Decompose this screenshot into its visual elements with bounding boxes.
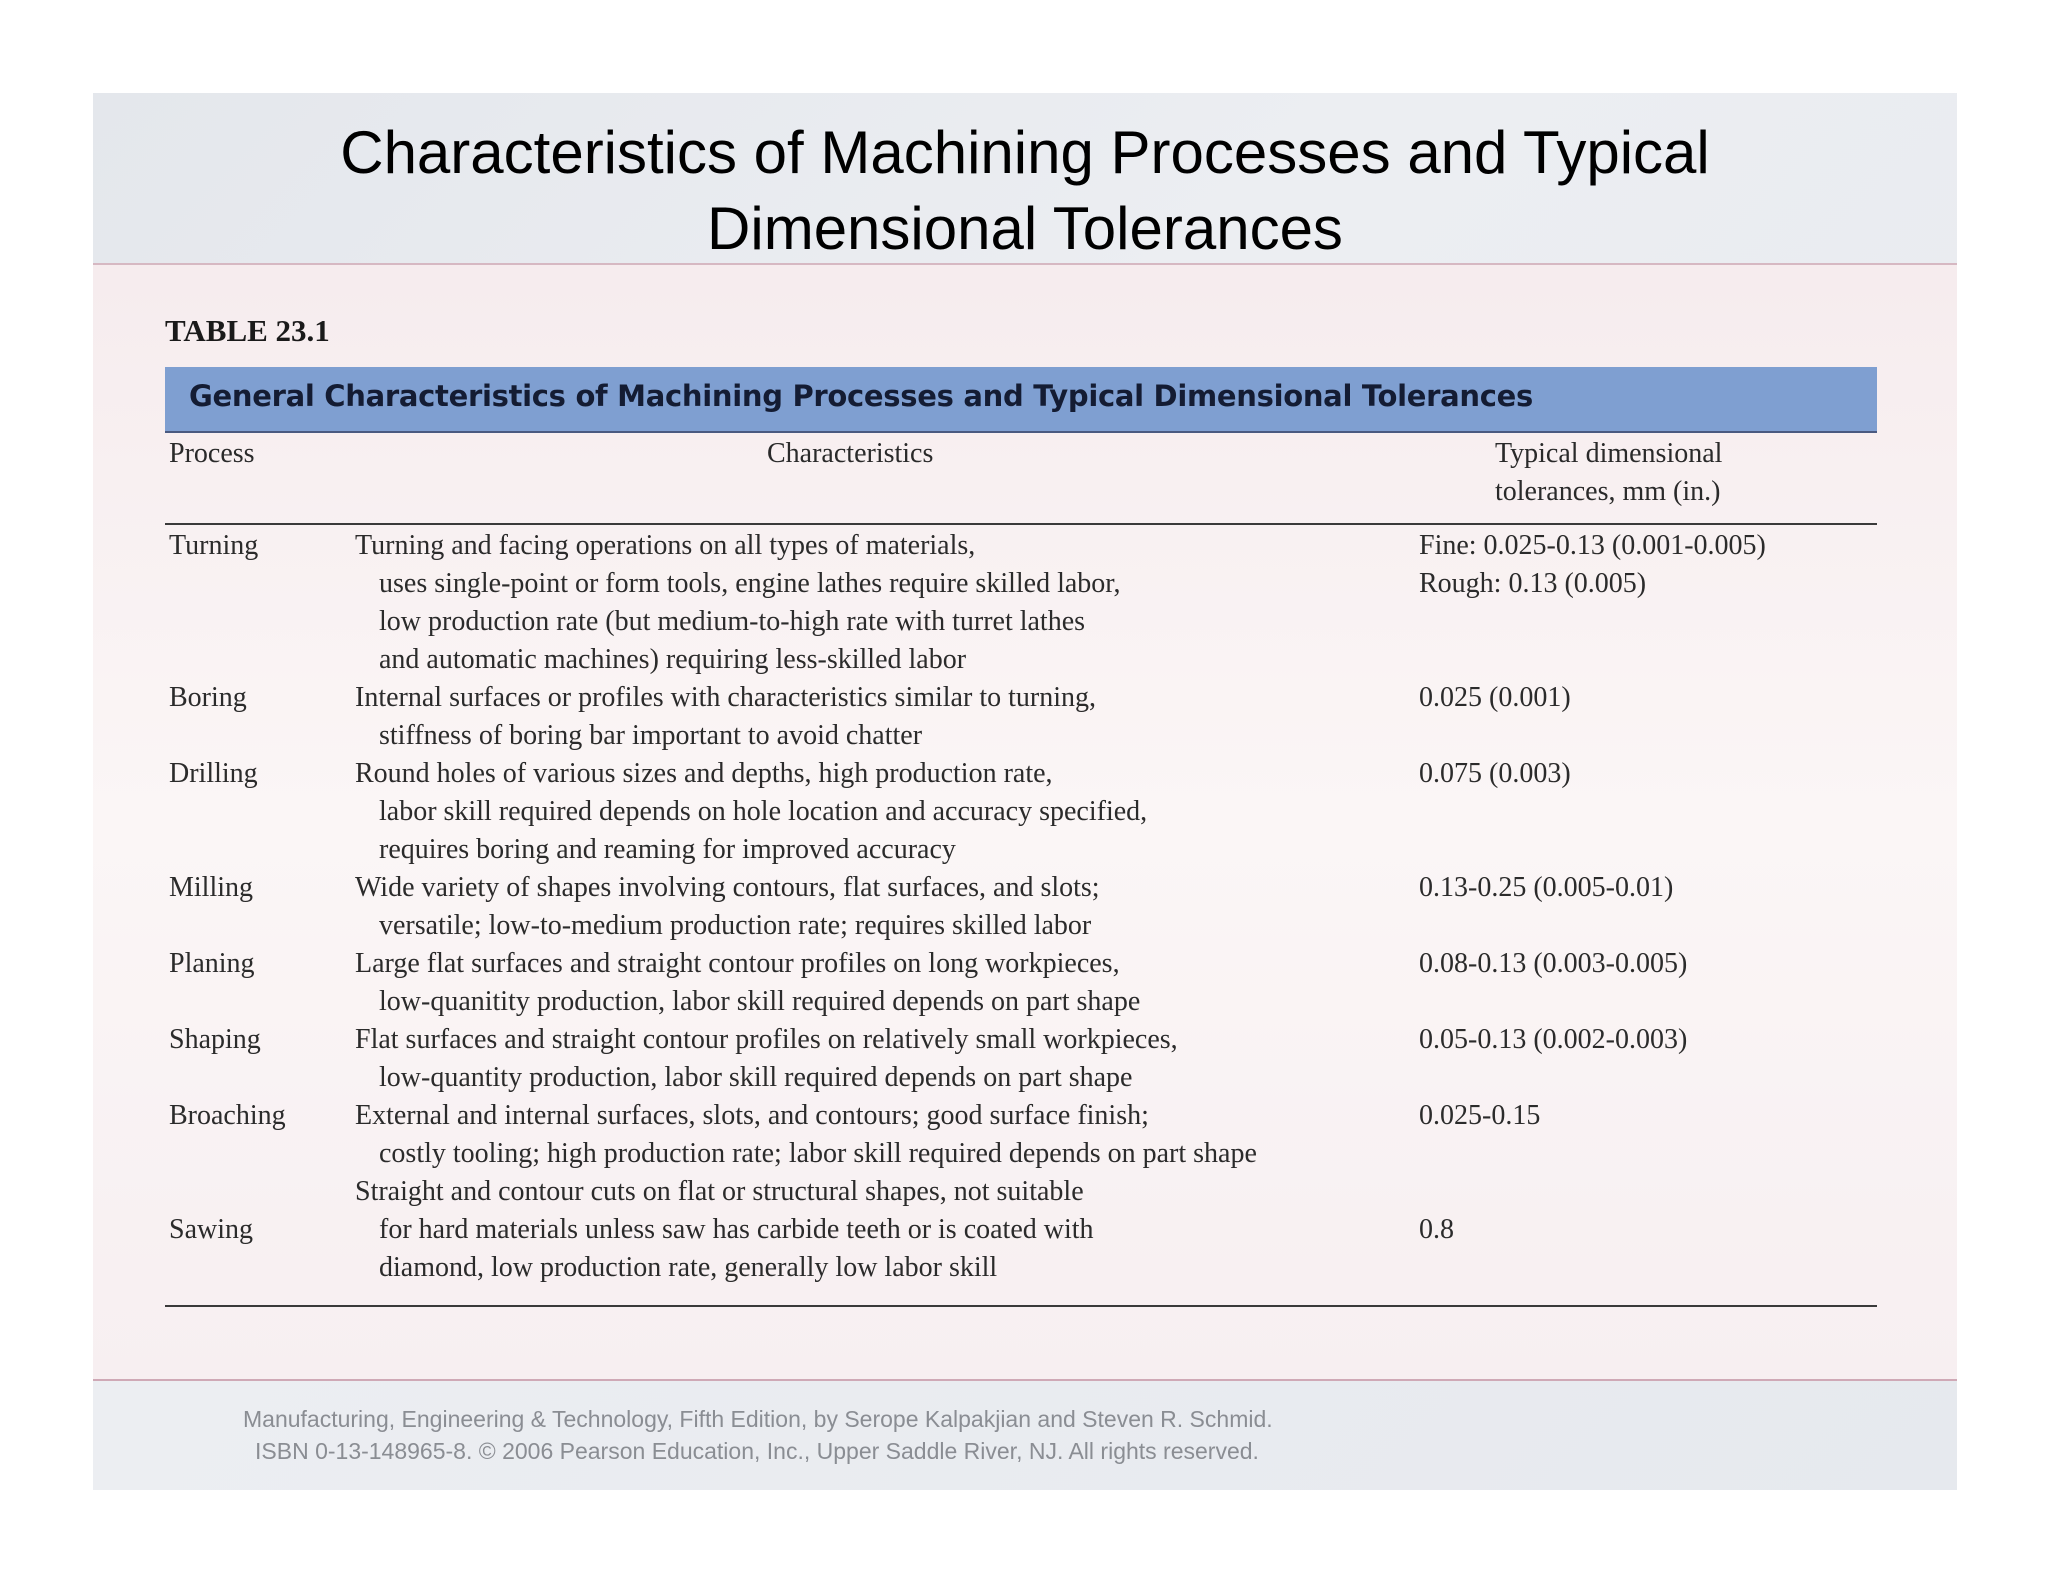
- source-line-1: Manufacturing, Engineering & Technology, Fifth Edition, by Serope Kalpakjian and Steven R. Schmid.: [243, 1406, 1273, 1432]
- characteristics-line: diamond, low production rate, generally low labor skill: [379, 1252, 998, 1283]
- row-process-shaping: Shaping: [169, 1024, 261, 1055]
- source-line-2: ISBN 0-13-148965-8. © 2006 Pearson Education, Inc., Upper Saddle River, NJ. All rights reserved.: [255, 1438, 1259, 1464]
- characteristics-line: labor skill required depends on hole location and accuracy specified,: [379, 796, 1148, 827]
- header-rule: [165, 523, 1877, 525]
- slide: [93, 93, 1957, 1490]
- table-banner-text: General Characteristics of Machining Processes and Typical Dimensional Tolerances: [189, 379, 1533, 413]
- slide-title: [93, 115, 1957, 267]
- table-label: TABLE 23.1: [165, 313, 330, 348]
- row-process-broaching: Broaching: [169, 1100, 286, 1131]
- row-process-planing: Planing: [169, 948, 255, 979]
- characteristics-line: low production rate (but medium-to-high rate with turret lathes: [379, 606, 1086, 637]
- characteristics-line: versatile; low-to-medium production rate; requires skilled labor: [379, 910, 1092, 941]
- tolerance-line: Rough: 0.13 (0.005): [1419, 568, 1647, 599]
- source-credit: [243, 1403, 1273, 1467]
- table-panel: [93, 263, 1957, 1381]
- row-tolerance-shaping: 0.05-0.13 (0.002-0.003): [1419, 1024, 1688, 1055]
- header-characteristics: Characteristics: [767, 438, 934, 469]
- characteristics-line: Large flat surfaces and straight contour profiles on long workpieces,: [355, 948, 1120, 979]
- header-process: Process: [169, 438, 255, 469]
- tolerance-line: Fine: 0.025-0.13 (0.001-0.005): [1419, 530, 1766, 561]
- characteristics-line: requires boring and reaming for improved accuracy: [379, 834, 956, 865]
- characteristics-line: Internal surfaces or profiles with characteristics similar to turning,: [355, 682, 1096, 713]
- row-process-boring: Boring: [169, 682, 247, 713]
- row-characteristics-drilling: [355, 755, 1147, 869]
- row-tolerance-planing: 0.08-0.13 (0.003-0.005): [1419, 948, 1688, 979]
- row-tolerance-sawing: 0.8: [1419, 1214, 1454, 1245]
- row-tolerance-broaching: 0.025-0.15: [1419, 1100, 1541, 1131]
- row-characteristics-planing: [355, 945, 1140, 1021]
- characteristics-line: costly tooling; high production rate; labor skill required depends on part shape: [379, 1138, 1257, 1169]
- characteristics-line: uses single-point or form tools, engine lathes require skilled labor,: [379, 568, 1121, 599]
- characteristics-line: External and internal surfaces, slots, and contours; good surface finish;: [355, 1100, 1149, 1131]
- header-tolerances: [1495, 435, 1722, 511]
- characteristics-line: Straight and contour cuts on flat or structural shapes, not suitable: [355, 1176, 1084, 1207]
- row-process-sawing: Sawing: [169, 1214, 253, 1245]
- row-characteristics-broaching: [355, 1097, 1257, 1173]
- characteristics-line: stiffness of boring bar important to avoid chatter: [379, 720, 923, 751]
- characteristics-line: Turning and facing operations on all types of materials,: [355, 530, 976, 561]
- characteristics-line: Flat surfaces and straight contour profiles on relatively small workpieces,: [355, 1024, 1178, 1055]
- characteristics-line: Wide variety of shapes involving contours, flat surfaces, and slots;: [355, 872, 1100, 903]
- slide-title-line-1: Characteristics of Machining Processes and Typical: [340, 119, 1710, 186]
- header-tolerances-line-2: tolerances, mm (in.): [1495, 476, 1721, 507]
- row-process-drilling: Drilling: [169, 758, 258, 789]
- row-process-milling: Milling: [169, 872, 254, 903]
- table-bottom-rule: [165, 1305, 1877, 1307]
- header-tolerances-line-1: Typical dimensional: [1495, 438, 1723, 469]
- row-characteristics-boring: [355, 679, 1096, 755]
- row-characteristics-shaping: [355, 1021, 1178, 1097]
- characteristics-line: and automatic machines) requiring less-skilled labor: [379, 644, 967, 675]
- table-banner: [165, 367, 1877, 433]
- row-characteristics-sawing: [355, 1173, 1094, 1287]
- row-tolerance-boring: 0.025 (0.001): [1419, 682, 1571, 713]
- slide-title-line-2: Dimensional Tolerances: [707, 195, 1343, 262]
- row-tolerance-turning: [1419, 527, 1766, 603]
- characteristics-line: low-quantity production, labor skill required depends on part shape: [379, 1062, 1133, 1093]
- row-tolerance-drilling: 0.075 (0.003): [1419, 758, 1571, 789]
- row-process-turning: Turning: [169, 530, 259, 561]
- row-tolerance-milling: 0.13-0.25 (0.005-0.01): [1419, 872, 1674, 903]
- row-characteristics-milling: [355, 869, 1100, 945]
- characteristics-line: low-quanitity production, labor skill required depends on part shape: [379, 986, 1141, 1017]
- characteristics-line: Round holes of various sizes and depths, high production rate,: [355, 758, 1053, 789]
- characteristics-line: for hard materials unless saw has carbide teeth or is coated with: [379, 1214, 1094, 1245]
- row-characteristics-turning: [355, 527, 1121, 679]
